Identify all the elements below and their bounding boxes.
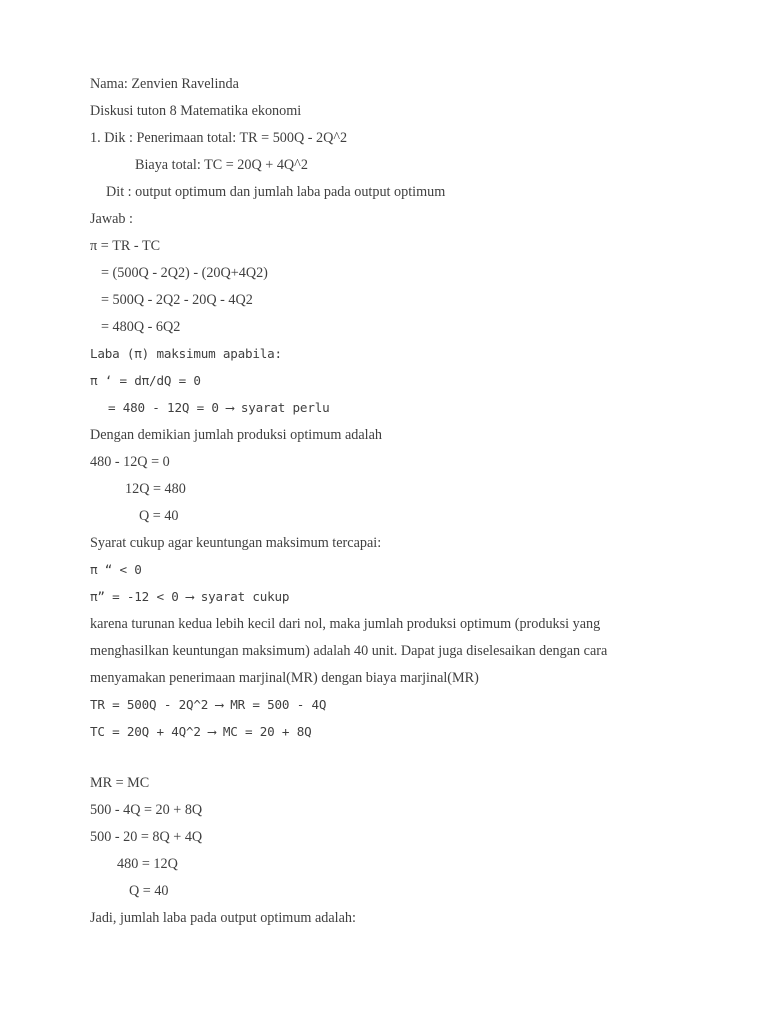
sufficient-condition-heading: Syarat cukup agar keuntungan maksimum tercapai: <box>90 535 382 551</box>
student-name: Nama: Zenvien Ravelinda <box>90 76 239 92</box>
explanation-line-1: karena turunan kedua lebih kecil dari nol, maka jumlah produksi optimum (produksi yang <box>90 616 601 632</box>
profit-definition: π = TR - TC <box>90 238 161 254</box>
marginal-cost-derivation: TC = 20Q + 4Q^2 ⟶ MC = 20 + 8Q <box>90 724 312 739</box>
second-derivative-value: π” = -12 < 0 ⟶ syarat cukup <box>90 589 290 604</box>
asked-question: Dit : output optimum dan jumlah laba pada output optimum <box>106 184 446 200</box>
mr-mc-step-3: 480 = 12Q <box>117 856 178 872</box>
explanation-line-2: menghasilkan keuntungan maksimum) adalah 40 unit. Dapat juga diselesaikan dengan cara <box>90 643 608 659</box>
marginal-revenue-derivation: TR = 500Q - 2Q^2 ⟶ MR = 500 - 4Q <box>90 697 327 712</box>
given-total-cost: Biaya total: TC = 20Q + 4Q^2 <box>135 157 308 173</box>
assignment-title: Diskusi tuton 8 Matematika ekonomi <box>90 103 302 119</box>
profit-step-2: = 500Q - 2Q2 - 20Q - 4Q2 <box>101 292 253 308</box>
explanation-line-3: menyamakan penerimaan marjinal(MR) dengan biaya marjinal(MR) <box>90 670 479 686</box>
mr-mc-step-1: 500 - 4Q = 20 + 8Q <box>90 802 203 818</box>
conclusion-heading: Jadi, jumlah laba pada output optimum adalah: <box>90 910 356 926</box>
optimum-result: Q = 40 <box>139 508 179 524</box>
given-total-revenue: 1. Dik : Penerimaan total: TR = 500Q - 2Q^2 <box>90 130 348 146</box>
mr-mc-result: Q = 40 <box>129 883 169 899</box>
answer-heading: Jawab : <box>90 211 133 227</box>
optimum-production-heading: Dengan demikian jumlah produksi optimum adalah <box>90 427 382 443</box>
optimum-step-2: 12Q = 480 <box>125 481 186 497</box>
second-derivative-condition: π “ < 0 <box>90 562 142 577</box>
mr-equals-mc: MR = MC <box>90 775 150 791</box>
mr-mc-step-2: 500 - 20 = 8Q + 4Q <box>90 829 203 845</box>
optimum-step-1: 480 - 12Q = 0 <box>90 454 170 470</box>
profit-step-1: = (500Q - 2Q2) - (20Q+4Q2) <box>101 265 268 281</box>
first-derivative: π ‘ = dπ/dQ = 0 <box>90 373 201 388</box>
maximum-condition: Laba (π) maksimum apabila: <box>90 346 282 361</box>
necessary-condition: = 480 - 12Q = 0 ⟶ syarat perlu <box>108 400 330 415</box>
profit-step-3: = 480Q - 6Q2 <box>101 319 181 335</box>
